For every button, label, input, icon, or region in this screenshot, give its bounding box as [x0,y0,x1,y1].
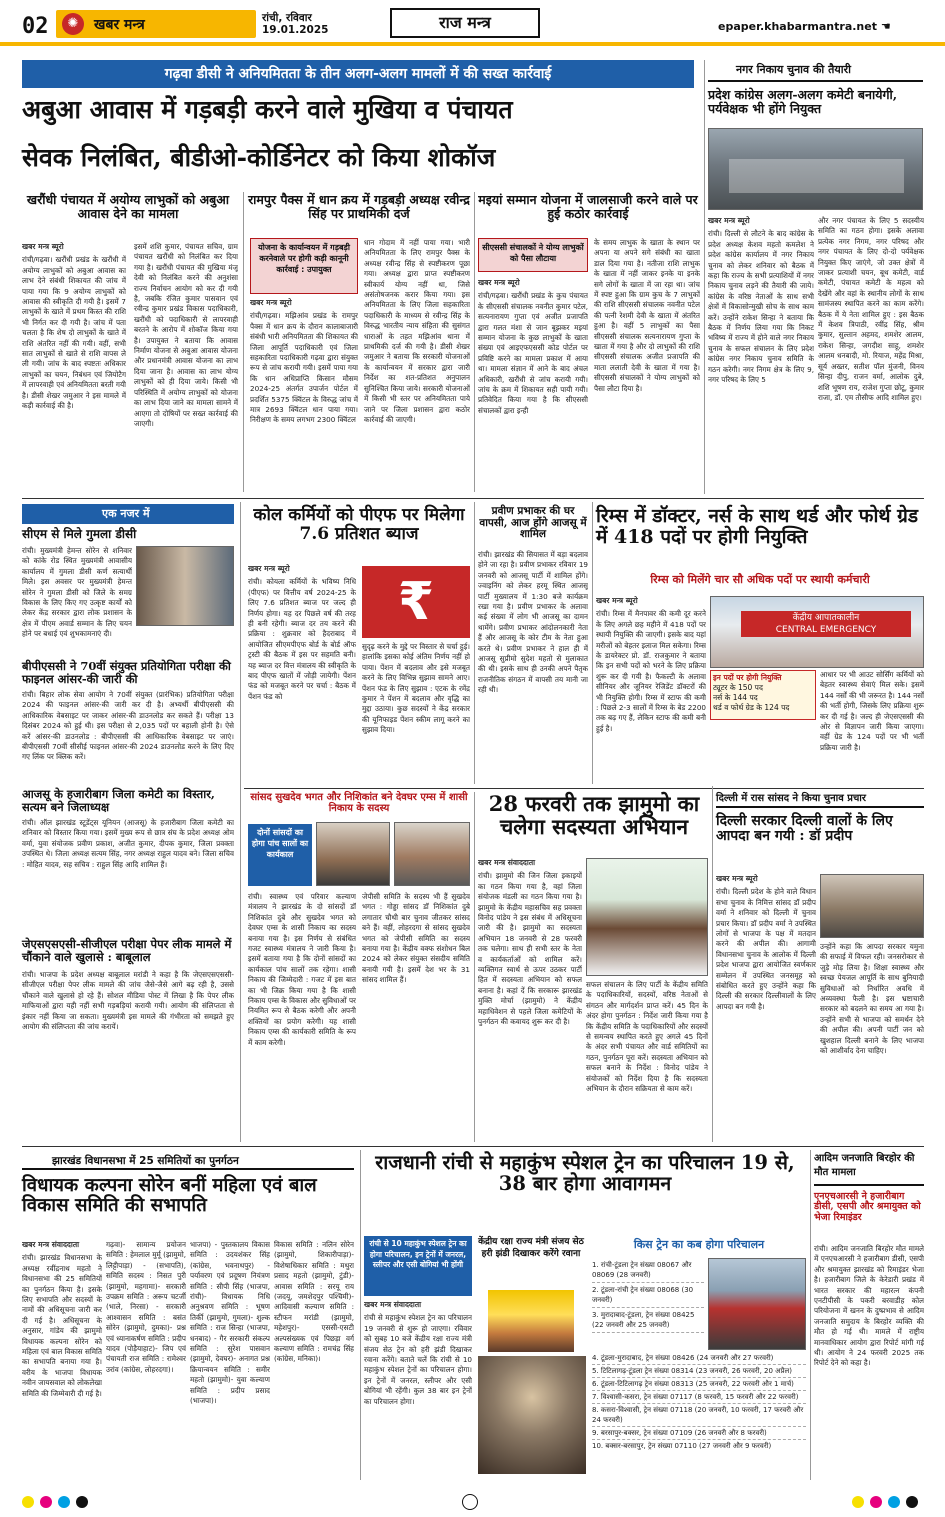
train-callout-1: रांची से 10 महाकुंभ स्पेशल ट्रेन का होगा परिचालन, इन ट्रेनों में जनरल, स्लीपर और एसी बोगियां भी होंगी [364,1236,472,1296]
register-mark-icon [462,1494,478,1510]
train-row: 9. बरसापुर-बक्सर, ट्रेन संख्या 07109 (26 जनवरी और 8 फरवरी) [592,1427,806,1440]
delhi-headline: दिल्ली सरकार दिल्ली वालों के लिए आपदा बन गयी : डॉ प्रदीप [716,813,893,845]
congress-byline: खबर मन्त्र ब्यूरो [708,216,750,225]
sanjay-seth-photo [488,1290,574,1352]
train-body [364,1300,472,1476]
delhi-col2-text: उन्होंने कहा कि आपदा सरकार यमुना की सफाई में विफल रही। जनसरोकार से जुड़े मोड़ लिया है। शिक्षा स्वास्थ्य और स्वच्छ पेयजल आपूर्ति के साथ बुनियादी सुविधाओं को निर्धारित अवधि में अव्यवस्था फैली है। इस भ्रष्टाचारी सरकार को बदलने का समय आ गया है। उन्होंने सभी से भाजपा को समर्थन देने की अपील की। अपनी पार्टी जन को खुशहाल दिल्ली बनाने के लिए भाजपा को आशीर्वाद देना चाहिए। [820,942,924,1056]
lead-col2-text: इसमें शशि कुमार, पंचायत सचिव, ग्राम पंचायत खरौंधी को निलंबित कर दिया गया है। खरौंधी पंचायत की मुखिया मंजू देवी को निलंबित करने की अनुशंसा राज्य निर्वाचन आयोग को कर दी गयी है, जबकि रंजित कुमार पासवान एवं रवीन्द्र कुमार प्रखंड विकास पदाधिकारी, खरौंधी को पदाधिकारी से लापरवाही बरतने के आरोप में शोकॉज किया गया है। उपायुक्त ने बताया कि आवास निर्माण योजना से अबुआ आवास योजना और प्रधानमंत्री आवास योजना का लाभ दिया जाना है। आवास का लाभ योग्य लाभुकों को ही दिया जाये। किसी भी परिस्थिति में अयोग्य लाभुकों को योजना का लाभ दिया जाने का मामला सामने में आएगा तो दोषियों पर सख्त कार्रवाई की जाएगी। [134,242,238,428]
rims-building-photo [710,596,924,668]
rule [244,788,924,789]
rims-posts-box [710,670,816,720]
cm-headline: सीएम से मिले गुमला डीसी [22,527,137,541]
delhi-column-1 [716,874,816,1138]
jmm-col1-text: रांची। झामुमो की जिन जिला इकाइयों का गठन किया गया है, वहां जिला संयोजक मंडली का गठन किया गया है। झामुमो के केंद्रीय महासचिव सह प्रवक्ता विनोद पांडेय ने इस संबंध में अधिसूचना जारी की है। झामुमो का सदस्यता अभियान 18 जनवरी से 28 फरवरी तक चलेगा। साथ ही सभी स्तर के नेता व कार्यकर्ताओं को शामिल करें। व्यक्तिगत स्वार्थ से ऊपर उठकर पार्टी हित में सदस्यता अभियान को सफल बनाना है। कहां दें कि सरकारू झारखंड मुक्ति मोर्चा (झामुमो) ने केंद्रीय महाधिवेशन से पहले जिला कमेटियों के पुनर्गठन की कवायद शुरू कर दी है। [478,871,582,1027]
lead-byline-b: खबर मन्त्र ब्यूरो [250,298,292,307]
page-number: 02 [22,14,49,39]
train-row: 4. टूंडला-मुरादाबाद, ट्रेन संख्या 08426 (24 जनवरी और 27 फरवरी) [592,1352,806,1365]
lead-col3-text: रांची/गढ़वा। मझिआंव प्रखंड के रामपुर पैक्स में धान क्रय के दौरान कालाबाजारी संबंधी भारी अनियमितता की शिकायत की जिला आपूर्ति पदाधिकारी एवं जिला सहकारिता पदाधिकारी गढ़वा द्वारा संयुक्त रूप से जांच करायी गयी। इसमें पाया गया कि धान अधिप्राप्ति किसान मौसम 2024-25 अंतर्गत उपार्जन पोर्टल में प्रदर्शित 5375 क्विंटल के विरुद्ध जांच में मात्र 2693 क्विंटल धान पाया गया। निरीक्षण के समय लगभग 2300 क्विंटल [250,311,358,425]
pravin-body [478,550,588,782]
samiti-col4-text: विकास समिति : नलिन सोरेन (झामुमो, शिकारीपाड़ा)- विशेषाधिकार समिति : मथुरा प्रसाद महतो (झामुमो, टुंडी)- आवास समिति : सरयू राय (जदयू, जमशेदपुर पश्चिमी)- आदिवासी कल्याण समिति : स्टीफन मरांडी (झामुमो, महेशपुर)- एससी-एसटी अल्पसंख्यक एवं पिछड़ा वर्ग कल्याण समिति : रामचंद्र सिंह (कांग्रेस, मनिका)। [274,1240,354,1364]
issue-date: 19.01.2025 [262,24,329,36]
train-row: 8. कसरा-विश्वासी, ट्रेन संख्या 07118 (20 जनवरी, 10 फरवरी, 17 फरवरी और 24 फरवरी) [592,1404,806,1427]
lead-kicker: गढ़वा डीसी ने अनियमितता के तीन अलग-अलग मामलों में की सख्त कार्रवाई [22,60,694,88]
samiti-byline: खबर मन्त्र संवाददाता [22,1240,80,1249]
lead-headline-2: सेवक निलंबित, बीडीओ-कोर्डिनेटर को किया शोकॉज [22,143,496,172]
congress-col2-text: और नगर पंचायत के लिए 5 सदस्यीय समिति का गठन होगा। इसके अलावा प्रत्येक नगर निगम, नगर परिषद और नगर पंचायत के लिए दो-दो पर्यवेक्षक नियुक्त किए जाएंगे, जो उक्त क्षेत्रों में जाकर प्रत्याशी चयन, बूथ कमेटी, वार्ड कमेटी, पंचायत कमेटी के महत्व को देखेंगे और वहां के स्थानीय लोगों के साथ सामंजस्य स्थापित करने का काम करेंगे। बैठक में ये नेता शामिल हुए : इस बैठक में केशव त्रिपाठी, रवींद्र सिंह, श्रीम कुमार, सुल्तान अहमद, शमशेर आलम, राकेश सिन्हा, जगदीश साहू, शमशेर आलम धनबादी, मो. रियाज, महेंद्र मिश्रा, सूर्य अख्तर, सतीश पॉल मुंजनी, विनय सिन्हा दीपु, राजन वर्मा, आलोक दुबे, शशि भूषण राय, राजेश गुप्ता छोटू, कुमार राजा, डॉ. एम तौसीफ आदि शामिल हुए। [818,216,924,402]
rule [474,192,475,492]
rims-post-item: ट्यूटर के 150 पद [713,683,763,692]
bpsc-headline: बीपीएससी ने 70वीं संयुक्त प्रतियोगिता परीक्षा की फाइनल आंसर-की जारी की [22,659,231,686]
jmm-leader-photo [586,858,708,976]
samiti-column-4 [274,1240,354,1476]
rule [243,192,244,492]
rims-column-2 [820,670,924,784]
jmm-byline: खबर मन्त्र संवाददाता [478,858,536,867]
pradeep-verma-photo [820,874,924,938]
nikay-column-1 [248,892,356,1138]
nikay-callout: दोनों सांसदों का होगा पांच सालों का कार्यकाल [248,824,312,886]
epaper-site-link[interactable] [718,20,891,33]
samiti-headline: विधायक कल्पना सोरेन बनीं महिला एवं बाल विकास समिति की सभापति [22,1175,317,1217]
death-body [814,1244,924,1476]
rims-body [596,596,706,784]
khabar-mantra-logo-icon: ✺ [62,13,84,35]
congress-headline: प्रदेश कांग्रेस अलग-अलग कमेटी बनायेगी, पर्यवेक्षक भी होंगे नियुक्त [708,87,898,116]
lead-col4-text: धान गोदाम में नहीं पाया गया। भारी अनियमितता के लिए रामपुर पैक्स के अध्यक्ष रवीन्द्र सिंह से स्पष्टीकरण पूछा गया। अध्यक्ष द्वारा प्राप्त स्पष्टीकरण स्वीकार्य योग्य नहीं था, जिसे असंतोषजनक करार किया गया। इस अनियमितता के लिए जिला सहकारिता पदाधिकारी के माध्यम से रवीन्द्र सिंह के विरुद्ध भारतीय न्याय संहिता की सुसंगत धाराओं के तहत मझिआंव थाना में प्राथमिकी दर्ज की गयी है। डीसी शेखर जमुआर ने बताया कि सरकारी योजनाओं के कार्यान्वयन में सरकार द्वारा जारी निर्देश का शत-प्रतिशत अनुपालन सुनिश्चित किया जाये। सरकारी योजनाओं में किसी भी स्तर पर अनियमितता पाये जाने पर जिला प्रशासन द्वारा कठोर कार्रवाई की जाएगी। [364,238,470,424]
ajsu-body [22,818,234,936]
register-mark-icon [58,1496,70,1508]
train-schedule-top [592,1258,704,1333]
cm-body-cont [22,638,234,660]
rims-post-item: थर्ड व फोर्थ ग्रेड के 124 पद [713,703,790,712]
train-row: 2. टूंडला-रांची ट्रेन संख्या 08068 (30 जनवरी) [592,1283,704,1308]
congress-column-2 [818,216,924,494]
pf-column-1 [248,564,356,782]
ajsu-body-text: रांची। ऑल झारखंड स्टूडेंट्स यूनियन (आजसू) के हजारीबाग जिला कमेटी का शनिवार को विस्तार किया गया। इसमें मुख्य रूप से छात्र संघ के प्रदेश अध्यक्ष ओम वर्मा, युवा संयोजक प्रवीण प्रकाश, अजीत कुमार, दीपक कुमार, जिला प्रवक्ता उपस्थित थे। जिला अध्यक्ष सत्यम सिंह, नगर अध्यक्ष राहुल यादव बने। जिला सचिव : मोहित यादव, सह सचिव : राहुल सिंह आदि शामिल हैं। [22,818,234,869]
brand-label: खबर मन्त्र [56,10,256,38]
ajsu-headline: आजसू के हजारीबाग जिला कमेटी का विस्तार, सत्यम बने जिलाध्यक्ष [22,787,215,814]
rule [474,792,475,1142]
register-mark-icon [852,1496,864,1508]
jmm-headline: 28 फरवरी तक झामुमो का चलेगा सदस्यता अभियान [488,791,700,840]
train-body-text: रांची से महाकुंभ स्पेशल ट्रेन का परिचालन 19 जनवरी से शुरू हो जाएगा। रविवार को सुबह 10 बजे केंद्रीय रक्षा राज्य मंत्री संजय सेठ ट्रेन को हरी झंडी दिखाकर रवाना करेंगे। बताते चलें कि रांची से 10 महाकुंभ स्पेशल ट्रेनों का परिचालन होगा। इन ट्रेनों में जनरल, स्लीपर और एसी बोगियां भी रहेंगी। कुल 38 बार इन ट्रेनों का परिचालन होगा। [364,1313,472,1406]
register-mark-icon [888,1496,900,1508]
rupee-icon: ₹ [362,566,470,638]
rule [22,1146,924,1147]
pf-col2-text: सुदृढ़ करने के मुद्दे पर विस्तार से चर्चा हुई। हालांकि इसका कोई अंतिम निर्णय नहीं हो पाया। पेंशन में बदलाव और इसे मजबूत करने के लिए विभिन्न सुझाव सामने आए। पेंशन फंड के लिए सुझाव : एटक के रमेंद्र कुमार ने पेंशन में बदलाव और वृद्धि का मुद्दा उठाया। कुछ सदस्यों ने केंद्र सरकार की यूनिफाइड पेंशन स्कीम लागू करने का सुझाव दिया। [362,642,470,735]
rims-posts-title: इन पदों पर होगी नियुक्ति [713,673,782,682]
samiti-col3-text: भाजपा) - पुस्तकालय विकास समिति : उदयशंकर सिंह (कांग्रेस, भवनाथपुर) - पर्यावरण एवं प्रदूषण नियंत्रण समिति : सीपी सिंह (भाजपा, रांची)- विधायक निधि अनुश्रवण समिति : भूषण तिर्की (झामुमो, गुमला)- शुल्क समिति : राज सिन्हा (भाजपा, धनबाद) - गैर सरकारी संकल्प समिति : सुरेश पासवान (झामुमो, देवघर)- अनागत प्रश्न क्रियान्वयन समिति : समीर महतो (झामुमो)- युवा कल्याण समिति : प्रदीप प्रसाद (भाजपा)। [190,1240,270,1406]
date-block [262,12,328,36]
train-row: 10. बक्सर-बरसापुर, ट्रेन संख्या 07110 (27 जनवरी और 9 फरवरी) [592,1442,772,1450]
lead-subhead-b: रामपुर पैक्स में धान क्रय में गड़बड़ी अध्यक्ष रवीन्द्र सिंह पर प्राथमिकी दर्ज [248,192,470,221]
jmm-column-1 [478,858,582,1138]
train-table-title: किस ट्रेन का कब होगा परिचालन [633,1238,765,1251]
nikay-col1-text: रांची। स्वास्थ्य एवं परिवार कल्याण मंत्रालय ने झारखंड के दो सांसदों डॉ निशिकांत दुबे और सुखदेव भगत को देवघर एम्स के शासी निकाय का सदस्य बनाया गया है। इस निर्णय से संबंधित गजट स्वास्थ्य मंत्रालय ने जारी किया है। इसमें बताया गया है कि दोनों सांसदों का कार्यकाल पांच सालों तक रहेगा। शासी निकाय की जिम्मेदारी : गजट में इस बात का भी जिक्र किया गया है कि शासी निकाय एम्स के विकास और सुविधाओं पर नियमित रूप से बैठक करेगी और अपनी शक्तियों का प्रयोग करेगी। यह शासी निकाय एम्स की कार्यकारी समिति के रूप में काम करेगी। [248,892,356,1047]
nikay-col2-text: जेपीसी समिति के सदस्य भी हैं सुखदेव भगत : गोड्डा सांसद डॉ निशिकांत दुबे लगातार चौथी बार चुनाव जीतकर सांसद बने हैं। वहीं, लोहरदगा से सांसद सुखदेव भगत को जेपीसी समिति का सदस्य बनाया गया है। केंद्रीय वक्फ संशोधन बिल 2024 को लेकर संयुक्त संसदीय समिति बनायी गयी है। इसमें देश भर के 31 सांसद शामिल हैं। [362,892,470,985]
rule [360,1150,361,1480]
lead-column-2 [134,242,238,492]
rule [712,786,713,1142]
samiti-kicker: झारखंड विधानसभा में 25 समितियों का पुनर्गठन [22,1152,354,1170]
lead-col1-text: रांची/गढ़वा। खरौंधी प्रखंड के खरौंधी में अयोग्य लाभुकों को अबुआ आवास का लाभ देने संबंधी शिकायत की जांच में पाया गया कि 9 अयोग्य लाभुकों को आवास की स्वीकृति दी गयी है। इसमें 7 लाभुकों के खाते में प्रथम किस्त की राशि भी निर्गत कर दी गयी है। जांच में पता चलता है कि शेष दो लाभुकों के खाते में राशि अंतरित नहीं की गयी। वहीं, सभी सात लाभुकों से खाते से राशि वापस ले ली गयी। जांच के बाद स्पष्टतः अधिकार लाभुकों का चयन, निबंधन एवं जियोटैग में लापरवाही एवं अनियमितता बरती गयी है। डीसी शेखर जमुआर ने इस मामले में कड़ी कार्रवाई की है। [22,255,126,411]
lead-column-5 [478,278,588,492]
nishikant-dubey-photo [394,822,470,886]
lead-subhead-c: मइयां सम्मान योजना में जालसाजी करने वाले पर हुई कठोर कार्रवाई [478,192,698,221]
page-section-name: राज मन्त्र [390,8,540,38]
pravin-headline: प्रवीण प्रभाकर की घर वापसी, आज होंगे आजसू में शामिल [479,505,587,541]
train-schedule-bottom [592,1352,806,1452]
train-callout-2: केंद्रीय रक्षा राज्य मंत्री संजय सेठ हरी झंडी दिखाकर करेंगे रवाना [478,1237,584,1259]
nikay-headline: सांसद सुखदेव भगत और निशिकांत बने देवघर एम्स में शासी निकाय के सदस्य [250,792,468,814]
rims-body-text: रांची। रिम्स में मैनपावर की कमी दूर करने के लिए अगले छह महीने में 418 पदों पर स्थायी नियुक्ति की जाएगी। इसके बाद यहां मरीजों को बेहतर इलाज मिल सकेगा। रिम्स के डायरेक्टर प्रो. डॉ. राजकुमार ने बताया कि इन सभी पदों को भरने के लिए प्रक्रिया शुरू कर दी गयी है। फैकल्टी के अलावा सीनियर और जूनियर रेजिडेंट डॉक्टरों की भी नियुक्ति होगी। रिम्स में स्टाफ की कमी : पिछले 2-3 सालों में रिम्स के बेड 2200 तक बढ़ गए हैं, लेकिन स्टाफ की कमी बनी हुई है। [596,609,706,733]
rims-byline: खबर मन्त्र ब्यूरो [596,596,638,605]
train-row: 6. टूंडला-टिटिलागढ़ ट्रेन संख्या 08313 (25 जनवरी, 22 फरवरी और 1 मार्च) [592,1378,806,1391]
rims-subhead: रिम्स को मिलेंगे चार सौ अधिक पदों पर स्थायी कर्मचारी [650,573,870,586]
samiti-column-1 [22,1240,102,1476]
pf-column-2 [362,642,470,782]
bpsc-body [22,690,234,784]
register-mark-icon [76,1496,88,1508]
section-ek-nazar: एक नजर में [22,504,234,524]
death-kicker: आदिम जनजाति बिरहोर की मौत मामला [814,1152,924,1186]
pf-headline: कोल कर्मियों को पीएफ पर मिलेगा 7.6 प्रतिशत ब्याज [253,505,465,544]
samiti-col2-text: गढ़वा)- सामान्य प्रयोजन समिति : हेमलाल मुर्मू (झामुमो, लिट्टीपाड़ा) - (सभापति), समिति सदस्य : निसत पुरी (झामुमो, महगामा)- सरकारी उपक्रम समिति : अरूप चटर्जी (भाले, निरसा) - सरकारी आश्वासन समिति : बसंत सोरेन (झामुमो, दुमका)- प्रश्न एवं ध्यानाकर्षण समिति : प्रदीप यादव (पोड़ैयाहाट)- जिप एवं पंचायती राज समिति : रामेश्वर उरांव (कांग्रेस, लोहरदगा)। [106,1240,186,1374]
train-row: 3. मुरादाबाद-टूंडला, ट्रेन संख्या 08425 (22 जनवरी और 25 जनवरी) [592,1308,704,1333]
babulal-body-text: रांची। भाजपा के प्रदेश अध्यक्ष बाबूलाल मरांडी ने कहा है कि जेएसएसएससी-सीजीएल परीक्षा पेपर लीक मामले की जांच जैसे-जैसे आगे बढ़ रही है, उससे चौंकाने वाले खुलासे हो रहे हैं। सोशल मीडिया पोस्ट में लिखा है कि पेपर लीक माफियाओं द्वारा यही नहीं सभी गड़बड़ियां करायी गयी। आयोग की संलिप्तता से इंकार नहीं किया जा सकता। मुख्यमंत्री इस मामले की गंभीरता को समझते हुए आयोग की संलिप्तता की जांच करायें। [22,970,234,1032]
rule [810,1150,811,1480]
rule [704,60,705,494]
rims-sign-en: CENTRAL EMERGENCY [775,625,877,635]
register-mark-icon [22,1496,34,1508]
babulal-body [22,970,234,1138]
cm-meeting-photo [136,546,234,626]
rule [592,502,593,784]
city-day: रांची, रविवार [262,12,312,24]
cm-body [22,546,132,638]
train-photo [708,1258,806,1350]
rule [240,502,241,1142]
rims-sign [741,611,911,637]
samiti-column-2 [106,1240,186,1476]
pravin-body-text: रांची। झारखंड की सियासत में बड़ा बदलाव होने जा रहा है। प्रवीण प्रभाकर रविवार 19 जनवरी को आजसू पार्टी में शामिल होंगे। ज्वाइनिंग को लेकर हरमू स्थित आजसू पार्टी मुख्यालय में 1:30 बजे कार्यक्रम रखा गया है। प्रवीण प्रभाकर के अलावा कई संख्या में लोग भी आजसू का दामन थामेंगे। प्रवीण प्रभाकर आंदोलनकारी नेता हैं और आजसू के कोर टीम के नेता हुआ करते थे। प्रवीण प्रभाकर ने हाल ही में आजसू सुप्रीमो सुदेश महतो से मुलाकात की थी। इसके साथ ही उनकी अपने पैतृक राजनीतिक संगठन में वापसी तय मानी जा रही थी। [478,550,588,695]
lead-col5-text: रांची/गढ़वा। खरौंधी प्रखंड के कुच पंचायत के सीएससी संचालक नवनीत कुमार पटेल, सत्यनारायण गुप्ता एवं अजीत प्रजापति द्वारा गलत मंशा से जान बूझकर मइयां सम्मान योजना के कुछ लाभुकों के खाता संख्या एवं आइएफएससी कोड पोर्टल पर प्रविष्टि करने का मामला प्रकाश में आया था। मामला संज्ञान में आने के बाद अंचल अधिकारी, खरौंधी से जांच करायी गयी। जांच के क्रम में शिकायत सही पायी गयी। प्रतिवेदित किया गया है कि सीएससी संचालकों द्वारा इन्ही [478,291,588,415]
rule [474,502,475,784]
delhi-col1-text: रांची। दिल्ली प्रदेश के होने वाले विधान सभा चुनाव के निमित्त सांसद डॉ प्रदीप वर्मा ने शनिवार को दिल्ली में चुनाव प्रचार किया। डॉ प्रदीप वर्मा ने उपस्थित लोगों से भाजपा के पक्ष में मतदान करने की अपील की। आगामी विधानसभा चुनाव के आलोक में दिल्ली प्रदेश भाजपा द्वारा आयोजित स्वर्णकार सम्मेलन में उपस्थित जनसमूह को संबोधित करते हुए उन्होंने कहा कि दिल्ली की सरकार दिल्लीवालों के लिए आपदा बन गयी है। [716,887,816,1011]
lead-callout-c: सीएससी संचालकों ने योग्य लाभुकों को पैसा लौटाया [478,238,588,272]
rims-post-item: नर्स के 144 पद [713,693,758,702]
jmm-col2-text: सफल संचालन के लिए पार्टी के केंद्रीय समिति के पदाधिकारियों, सदस्यों, वरिष्ठ नेताओं से संगठन और मार्गदर्शन प्राप्त करें। 45 दिन के अंदर होगा पुनर्गठन : निर्देश जारी किया गया है कि केंद्रीय समिति के पदाधिकारियों और सदस्यों से समन्वय स्थापित करते हुए अगले 45 दिनों के अंदर सभी पंचायत और वार्ड समितियों का गठन, पुनर्गठन पूरा करें। सदस्यता अभियान को सफल बनाने के निर्देश : विनोद पांडेय ने संयोजकों को निर्देश दिया है कि सदस्यता अभियान के दौरान सक्रियता से काम करें। [586,980,708,1094]
nikay-column-2 [362,892,470,1138]
register-mark-icon [40,1496,52,1508]
masthead-rule [0,42,945,46]
cm-body-text: रांची। मुख्यमंत्री हेमन्त सोरेन से शनिवार को कांके रोड स्थित मुख्यमंत्री आवासीय कार्यालय में गुमला डीसी कर्ण सत्यार्थी मिले। इस अवसर पर मुख्यमंत्री हेमन्त सोरेन ने गुमला डीसी को जिले के समग्र विकास के लिए किए गए उत्कृष्ट कार्यों को लेकर केंद्र सरकार द्वारा लोक प्रशासन के क्षेत्र में पीएम अवार्ड सम्मान के लिए चयन होने पर बधाई एवं शुभकामनाएं दी। [22,546,132,638]
rims-col2-text: आधार पर भी आउट सोर्सिंग कर्मियों को बेहतर स्वास्थ्य सेवाएं मिल सके। इसमें 144 नर्सों की भी जरूरत है। 144 नर्सों की भर्ती होगी, जिसके लिए प्रक्रिया शुरू कर दी गई है। जल्द ही जेएसएससी की ओर से विज्ञापन जारी किया जाएगा। वहीं ग्रेड के 124 पदों पर भी भर्ती प्रक्रिया जारी है। [820,670,924,752]
bpsc-body-text: रांची। बिहार लोक सेवा आयोग ने 70वीं संयुक्त (प्रारंभिक) प्रतियोगिता परीक्षा 2024 की फाइनल आंसर-की जारी कर दी है। अभ्यर्थी बीपीएससी की आधिकारिक वेबसाइट पर जाकर आंसर-की डाउनलोड कर सकते हैं। परीक्षा 13 दिसंबर 2024 को हुई थी। इस परीक्षा से 2,035 पदों पर बहाली होनी है। ऐसे करें आंसर-की डाउनलोड : बीपीएससी की आधिकारिक वेबसाइट पर जाएं। बीपीएससी 70वीं सीसीई फाइनल आंसर-की 2024 डाउनलोड करने के लिए दिए गए लिंक पर क्लिक करें। [22,690,234,762]
train-row: 1. रांची-टूंडला ट्रेन संख्या 08067 और 08069 (28 जनवरी) [592,1258,704,1283]
jmm-column-2 [586,980,708,1138]
rims-sign-hindi: केंद्रीय आपातकालीन [792,613,860,623]
train-headline: राजधानी रांची से महाकुंभ स्पेशल ट्रेन का परिचालन 19 से, 38 बार होगा आवागमन [375,1151,795,1196]
pf-col1-text: रांची। कोयला कर्मियों के भविष्य निधि (पीएफ) पर वित्तीय वर्ष 2024-25 के लिए 7.6 प्रतिशत ब्याज पर जल्द ही निर्णय होगा। यह दर पिछले वर्ष की तरह ही बनी रहेगी। ब्याज दर तय करने की प्रक्रिया : शुक्रवार को हैदराबाद में आयोजित सीएमपीएफ बोर्ड के बोर्ड ऑफ ट्रस्टी की बैठक में इस पर सहमति बनी। यह ब्याज दर वित्त मंत्रालय की स्वीकृति के बाद पीएफ खातों में जोड़ी जायेगी। पेंशन फंड को मजबूत करने पर चर्चा : बैठक में पेंशन फंड को [248,577,356,701]
lead-col6-text: के समय लाभुक के खाता के स्थान पर अपना या अपने सगे संबंधी का खाता डाल दिया गया है। नतीजा राशि लाभुक के खाता में नहीं जाकर इनके या इनके सगे लोगों के खाता में जा रहा था। जांच में स्पष्ट हुआ कि ग्राम कुच के 7 लाभुकों की राशि सीएससी संचालक नवनीत पटेल की पत्नी रेशमी देवी के खाता में अंतरित हुआ है। वहीं 5 लाभुकों का पैसा सीएससी संचालक सत्यनारायण गुप्ता के खाता में गया है और दो लाभुकों की राशि सीएससी संचालक अजीत प्रजापति की माता ललाती देवी के खाता में गया है। सीएससी संचालकों ने योग्य लाभुकों को पैसा लौटा दिया है। [594,238,700,393]
rims-headline: रिम्स में डॉक्टर, नर्स के साथ थर्ड और फोर्थ ग्रेड में 418 पदों पर होगी नियुक्ति [596,505,919,548]
sadhu-photo [478,1356,586,1474]
delhi-byline: खबर मन्त्र ब्यूरो [716,874,758,883]
train-row: 7. विश्वासी-कसरा, ट्रेन संख्या 07117 (8 फरवरी, 15 फरवरी और 22 फरवरी) [592,1391,806,1404]
samiti-column-3 [190,1240,270,1476]
lead-byline: खबर मन्त्र ब्यूरो [22,242,64,251]
lead-headline-1: अबुआ आवास में गड़बड़ी करने वाले मुखिया व पंचायत [22,95,513,124]
pf-byline: खबर मन्त्र ब्यूरो [248,564,290,573]
delhi-column-2 [820,942,924,1138]
congress-col1-text: रांची। दिल्ली से लौटने के बाद कांग्रेस के प्रदेश अध्यक्ष केशव महतो कमलेश ने प्रदेश कांग्रेस कार्यालय में नगर निकाय चुनाव को लेकर शनिवार को बैठक में कहा कि राज्य के सभी प्रत्याशियों में नगर निकाय चुनाव लड़ने की तैयारी की जाये। कांग्रेस के वरिष्ठ नेताओं के साथ सभी क्षेत्रों में विकासोन्मुखी सोच के साथ काम करें। उन्होंने राकेश सिन्हा ने बताया कि बैठक में निर्णय लिया गया कि निकट भविष्य में राज्य में होने वाले नगर निकाय चुनाव के सफल संचालन के लिए प्रदेश कांग्रेस नगर निकाय चुनाव समिति के गठन करेगी। नगर निगम क्षेत्र के लिए 9, नगर परिषद के लिए 5 [708,229,814,385]
lead-column-3 [250,298,358,492]
sukhdev-bhagat-photo [316,822,390,886]
death-headline: एनएचआरसी ने हजारीबाग डीसी, एसपी और श्रमायुक्त को भेजा रिमाइंडर [814,1191,921,1223]
register-mark-icon [870,1496,882,1508]
lead-callout-b: योजना के कार्यान्वयन में गड़बड़ी करनेवाले पर होगी कड़ी कानूनी कार्रवाई : उपायुक्त [250,238,358,294]
congress-column-1 [708,216,814,494]
register-mark-icon [906,1496,918,1508]
babulal-headline: जेएसएसएसी-सीजीएल परीक्षा पेपर लीक मामले में चौंकाने वाले खुलासे : बाबूलाल [22,937,232,964]
site-url[interactable]: epaper.khabarmantra.net [718,20,877,33]
lead-column-1 [22,242,126,492]
death-body-text: रांची। आदिम जनजाति बिरहोर मौत मामले में एनएचआरसी ने हजारीबाग डीसी, एसपी और श्रमायुक्त झारखंड को रिमाइंडर भेजा है। हजारीबाग जिले के केरेडारी प्रखंड में भारत सरकार की महारत्न कंपनी एनटीपीसी के पकरी बरवाडीह कोल परियोजना में खनन के दुष्प्रभाव से आदिम जनजाति समुदाय के बिरहोर व्यक्ति की मौत हो गई थी। मामले में राष्ट्रीय मानवाधिकार आयोग द्वारा रिपोर्ट मांगी गई थी। आयोग ने 24 फरवरी 2025 तक रिपोर्ट देने को कहा है। [814,1244,924,1368]
samiti-col1-text: रांची। झारखंड विधानसभा के अध्यक्ष रवींद्रनाथ महतो ने विधानसभा की 25 समितियों का पुनर्गठन किया है। इसके लिए सभापति और सदस्यों के नामों की अधिसूचना जारी कर दी गई है। अधिसूचना के अनुसार, गांडेय की झामुमो विधायक कल्पना सोरेन को महिला एवं बाल विकास समिति का सभापति बनाया गया है। वरीय के भाजपा विधायक नवीन जायसवाल को लोकलेखा समिति की जिम्मेवारी दी गई है। [22,1253,102,1398]
lead-byline-c: खबर मन्त्र ब्यूरो [478,278,520,287]
train-byline: खबर मन्त्र संवाददाता [364,1300,422,1309]
masthead [0,0,945,54]
lead-column-6 [594,238,700,492]
congress-kicker: नगर निकाय चुनाव की तैयारी [708,60,923,82]
cursor-hand-icon: ☚ [880,20,891,33]
print-register-strip [22,1494,922,1510]
congress-meeting-photo [708,128,923,210]
lead-subhead-a: खरौंधी पंचायत में अयोग्य लाभुकों को अबुआ आवास देने का मामला [26,192,230,221]
lead-column-4 [364,238,470,492]
delhi-kicker: दिल्ली में रास सांसद ने किया चुनाव प्रचार [716,790,924,808]
train-row: 5. टिटिलागढ़-टूंडला ट्रेन संख्या 08314 (23 जनवरी, 26 फरवरी, 20 अप्रैल) [592,1365,806,1378]
rule [22,498,924,499]
